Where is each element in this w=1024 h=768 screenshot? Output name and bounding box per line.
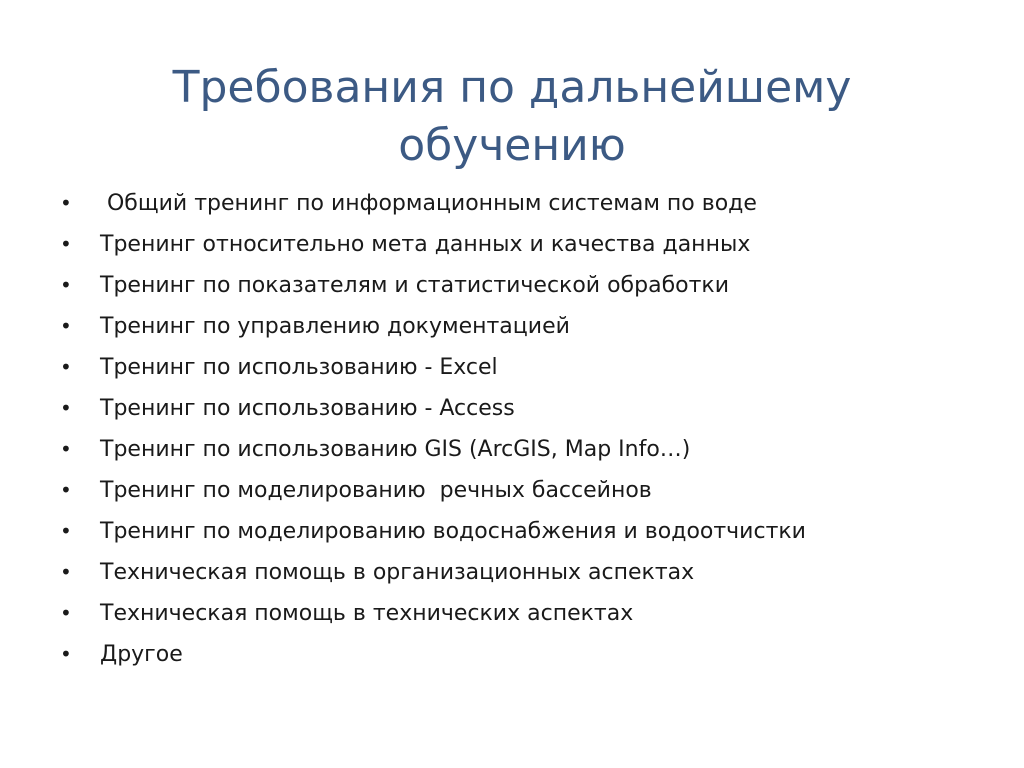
bullet-list <box>60 183 960 675</box>
bullet-text: Тренинг относительно мета данных и качества данных <box>100 232 751 257</box>
bullet-item <box>60 552 960 593</box>
bullet-item <box>60 388 960 429</box>
bullet-text: Техническая помощь в организационных аспектах <box>100 560 695 585</box>
bullet-icon: • <box>60 314 72 338</box>
bullet-icon: • <box>60 560 72 584</box>
bullet-icon: • <box>60 437 72 461</box>
bullet-text: Тренинг по использованию - Access <box>100 396 515 421</box>
bullet-item <box>60 265 960 306</box>
bullet-item <box>60 224 960 265</box>
bullet-item <box>60 511 960 552</box>
bullet-icon: • <box>60 519 72 543</box>
bullet-icon: • <box>60 232 72 256</box>
bullet-text: Тренинг по использованию - Excel <box>100 355 498 380</box>
bullet-item <box>60 183 960 224</box>
slide-title: Требования по дальнейшему обучению <box>172 62 852 172</box>
bullet-icon: • <box>60 396 72 420</box>
bullet-item <box>60 429 960 470</box>
bullet-icon: • <box>60 191 72 215</box>
bullet-icon: • <box>60 601 72 625</box>
bullet-text: Другое <box>100 642 183 667</box>
bullet-icon: • <box>60 642 72 666</box>
bullet-text: Тренинг по моделированию водоснабжения и водоотчистки <box>100 519 806 544</box>
bullet-item <box>60 593 960 634</box>
bullet-item <box>60 306 960 347</box>
bullet-item <box>60 347 960 388</box>
bullet-text: Техническая помощь в технических аспектах <box>100 601 634 626</box>
bullet-text: Общий тренинг по информационным системам по воде <box>100 191 757 216</box>
bullet-icon: • <box>60 355 72 379</box>
bullet-text: Тренинг по показателям и статистической обработки <box>100 273 729 298</box>
bullet-item <box>60 470 960 511</box>
bullet-icon: • <box>60 273 72 297</box>
bullet-item <box>60 634 960 675</box>
bullet-text: Тренинг по моделированию речных бассейнов <box>100 478 652 503</box>
bullet-text: Тренинг по управлению документацией <box>100 314 570 339</box>
bullet-text: Тренинг по использованию GIS (ArcGIS, Map Info…) <box>100 437 691 462</box>
bullet-icon: • <box>60 478 72 502</box>
